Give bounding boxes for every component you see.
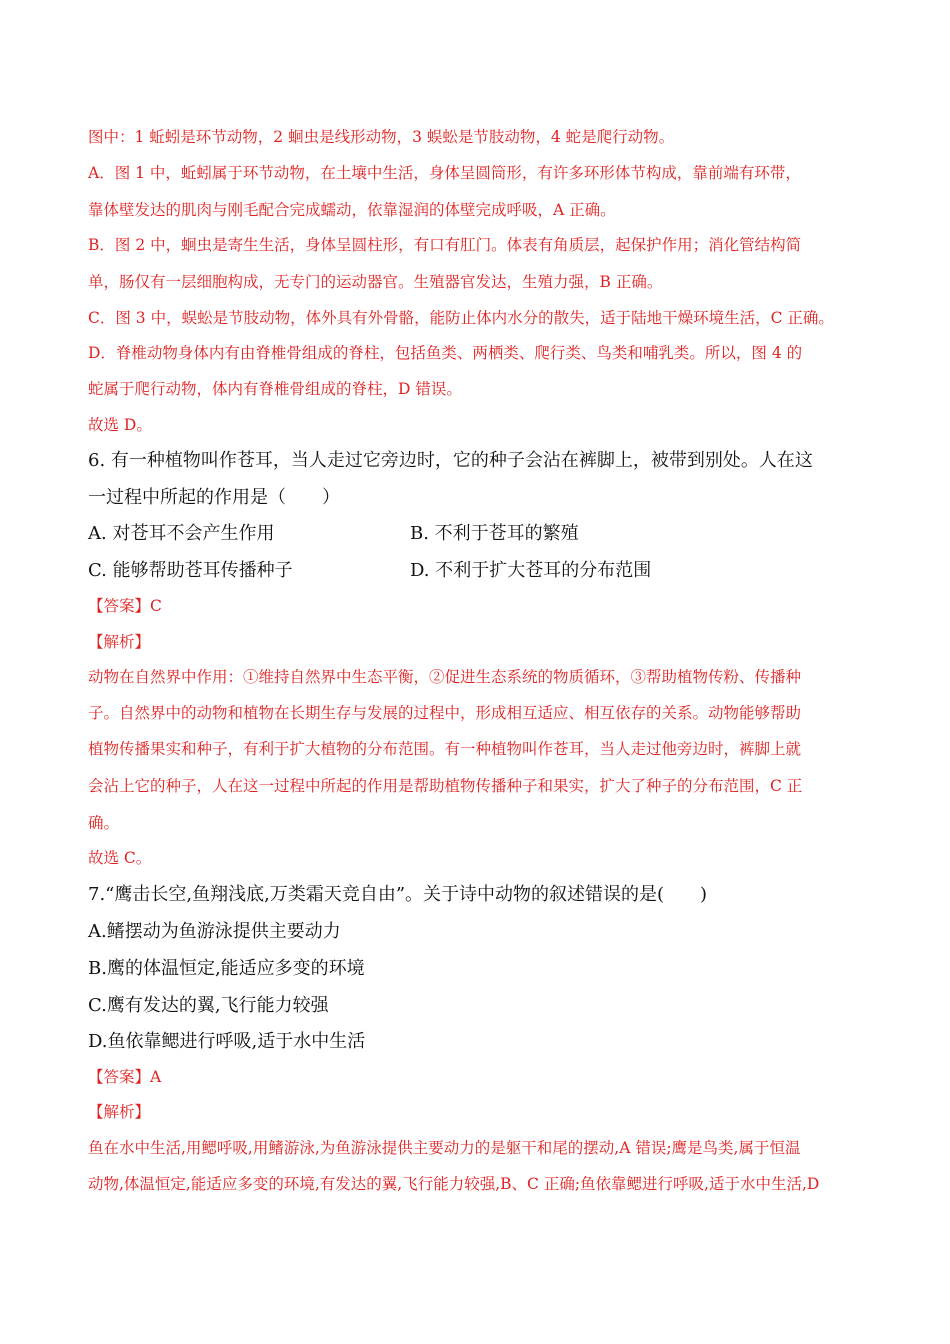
q7-option-c: C.鹰有发达的翼,飞行能力较强 (88, 995, 329, 1016)
q5-analysis-intro: 图中：1 蚯蚓是环节动物，2 蛔虫是线形动物，3 蜈蚣是节肢动物，4 蛇是爬行动物。 (88, 128, 675, 146)
q5-analysis-b-line2: 单，肠仅有一层细胞构成，无专门的运动器官。生殖器官发达，生殖力强，B 正确。 (88, 273, 663, 291)
q6-analysis-label: 【解析】 (88, 633, 151, 651)
q7-stem: 7.“鹰击长空,鱼翔浅底,万类霜天竞自由”。关于诗中动物的叙述错误的是( ) (88, 884, 708, 905)
q6-analysis-line4: 会沾上它的种子，人在这一过程中所起的作用是帮助植物传播种子和果实，扩大了种子的分布范围，C 正 (88, 777, 803, 795)
q6-option-c: C. 能够帮助苍耳传播种子 (88, 560, 293, 581)
q6-conclusion: 故选 C。 (88, 849, 152, 867)
q6-option-d: D. 不利于扩大苍耳的分布范围 (410, 560, 652, 581)
q6-option-a: A. 对苍耳不会产生作用 (88, 523, 275, 544)
q6-options-row1 (88, 525, 868, 543)
q5-conclusion: 故选 D。 (88, 416, 152, 434)
q7-analysis-label: 【解析】 (88, 1103, 151, 1121)
q7-answer: 【答案】A (88, 1068, 162, 1086)
q6-option-b: B. 不利于苍耳的繁殖 (410, 523, 579, 544)
q6-analysis-line5: 确。 (88, 814, 120, 832)
q6-options-row2 (88, 562, 868, 580)
q6-analysis-line1: 动物在自然界中作用：①维持自然界中生态平衡，②促进生态系统的物质循环，③帮助植物传粉、传播种 (88, 668, 802, 686)
q5-analysis-c-line1: C．图 3 中，蜈蚣是节肢动物，体外具有外骨骼，能防止体内水分的散失，适于陆地干燥环境生活，C 正确。 (88, 309, 834, 327)
q5-analysis-a-line1: A．图 1 中，蚯蚓属于环节动物，在土壤中生活，身体呈圆筒形，有许多环形体节构成，靠前端有环带， (88, 164, 801, 182)
q7-analysis-line1: 鱼在水中生活,用鳃呼吸,用鳍游泳,为鱼游泳提供主要动力的是躯干和尾的摆动,A 错误;鹰是鸟类,属于恒温 (88, 1139, 801, 1157)
q6-analysis-line3: 植物传播果实和种子，有利于扩大植物的分布范围。有一种植物叫作苍耳，当人走过他旁边时，裤脚上就 (88, 740, 802, 758)
q7-option-d: D.鱼依靠鳃进行呼吸,适于水中生活 (88, 1031, 366, 1052)
q7-option-b: B.鹰的体温恒定,能适应多变的环境 (88, 958, 365, 979)
q6-stem-line2: 一过程中所起的作用是（ ） (88, 487, 340, 508)
q5-analysis-a-line2: 靠体壁发达的肌肉与刚毛配合完成蠕动，依靠湿润的体壁完成呼吸，A 正确。 (88, 201, 616, 219)
q5-analysis-b-line1: B．图 2 中，蛔虫是寄生生活，身体呈圆柱形，有口有肛门。体表有角质层，起保护作用；消化管结构简 (88, 236, 802, 254)
q7-analysis-line2: 动物,体温恒定,能适应多变的环境,有发达的翼,飞行能力较强,B、C 正确;鱼依靠鳃进行呼吸,适于水中生活,D (88, 1175, 820, 1193)
q6-stem-line1: 6. 有一种植物叫作苍耳，当人走过它旁边时，它的种子会沾在裤脚上，被带到别处。人在这 (88, 450, 813, 471)
q6-answer: 【答案】C (88, 597, 162, 615)
q5-analysis-d-line2: 蛇属于爬行动物，体内有脊椎骨组成的脊柱，D 错误。 (88, 380, 462, 398)
q6-analysis-line2: 子。自然界中的动物和植物在长期生存与发展的过程中，形成相互适应、相互依存的关系。动物能够帮助 (88, 704, 802, 722)
q7-option-a: A.鳍摆动为鱼游泳提供主要动力 (88, 921, 341, 942)
q5-analysis-d-line1: D．脊椎动物身体内有由脊椎骨组成的脊柱，包括鱼类、两栖类、爬行类、鸟类和哺乳类。所以，图 4 的 (88, 344, 803, 362)
